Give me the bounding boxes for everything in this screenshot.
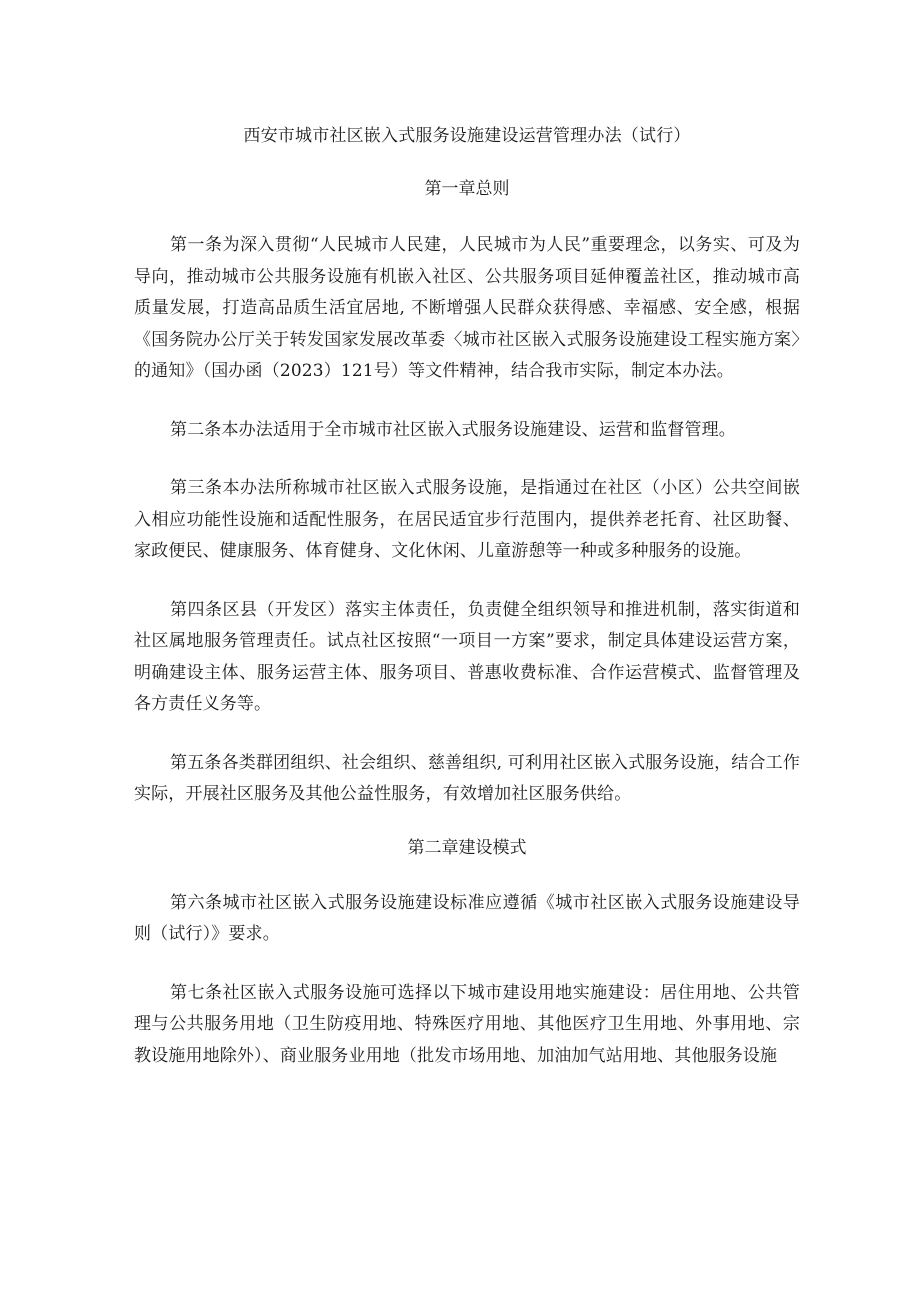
chapter-heading-1: 第一章总则 bbox=[424, 179, 510, 199]
article-1: 第一条为深入贯彻“人民城市人民建，人民城市为人民”重要理念，以务实、可及为导向，推动城市公共服务设施有机嵌入社区、公共服务项目延伸覆盖社区，推动城市高质量发展，打造高品质生活宜居地, 不断增强人民群众获得感、幸福感、安全感，根据《国务院办公厅关于转发国家发展改革委〈城市社区嵌入式服务设施建设工程实施方案〉的通知》（国办函（2023）121号）等文件精神，结合我市实际，制定本办法。 bbox=[134, 235, 800, 381]
document-title: 西安市城市社区嵌入式服务设施建设运营管理办法（试行） bbox=[243, 126, 691, 146]
article-3: 第三条本办法所称城市社区嵌入式服务设施，是指通过在社区（小区）公共空间嵌入相应功能性设施和适配性服务，在居民适宜步行范围内，提供养老托育、社区助餐、家政便民、健康服务、体育健身、文化休闲、儿童游憩等一种或多种服务的设施。 bbox=[134, 478, 800, 561]
article-2: 第二条本办法适用于全市城市社区嵌入式服务设施建设、运营和监督管理。 bbox=[170, 419, 736, 440]
article-6: 第六条城市社区嵌入式服务设施建设标准应遵循《城市社区嵌入式服务设施建设导则（试行）》要求。 bbox=[134, 892, 800, 944]
article-4: 第四条区县（开发区）落实主体责任，负责健全组织领导和推进机制，落实街道和社区属地服务管理责任。试点社区按照“一项目一方案”要求，制定具体建设运营方案，明确建设主体、服务运营主体、服务项目、普惠收费标准、合作运营模式、监督管理及各方责任义务等。 bbox=[134, 599, 800, 714]
article-5: 第五条各类群团组织、社会组织、慈善组织, 可利用社区嵌入式服务设施，结合工作实际，开展社区服务及其他公益性服务，有效增加社区服务供给。 bbox=[134, 752, 800, 804]
article-7: 第七条社区嵌入式服务设施可选择以下城市建设用地实施建设：居住用地、公共管理与公共服务用地（卫生防疫用地、特殊医疗用地、其他医疗卫生用地、外事用地、宗教设施用地除外）、商业服务业用地（批发市场用地、加油加气站用地、其他服务设施 bbox=[134, 982, 800, 1066]
chapter-heading-2: 第二章建设模式 bbox=[407, 837, 527, 858]
